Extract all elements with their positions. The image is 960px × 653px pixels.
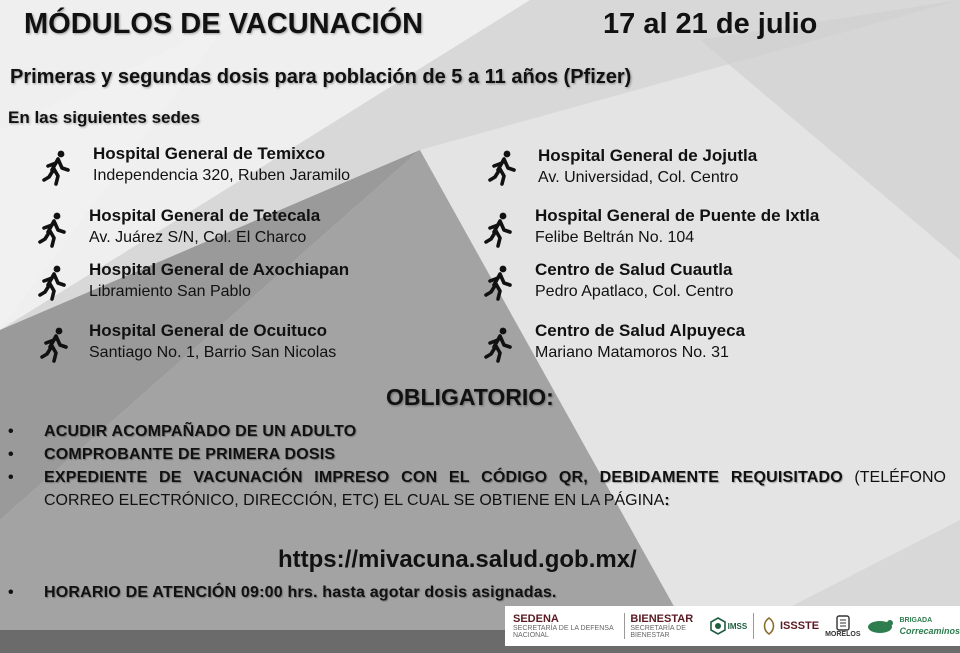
person-walking-icon: [38, 265, 68, 301]
bullet-icon: •: [8, 446, 14, 463]
site-item: [89, 259, 349, 303]
site-address: Pedro Apatlaco, Col. Centro: [535, 283, 734, 300]
site-item: [89, 205, 320, 249]
person-walking-icon: [484, 212, 514, 248]
requirement-text: EXPEDIENTE DE VACUNACIÓN IMPRESO CON EL CÓDIGO QR, DEBIDAMENTE REQUISITADO: [44, 469, 843, 486]
brigada-correcaminos-logo: BRIGADA Correcaminos: [866, 616, 960, 636]
site-address: Av. Universidad, Col. Centro: [538, 169, 739, 186]
page-title: MÓDULOS DE VACUNACIÓN: [24, 8, 424, 40]
site-item: [93, 143, 350, 187]
institution-logos: [505, 606, 960, 646]
divider: [753, 613, 754, 639]
site-address: Independencia 320, Ruben Jaramilo: [93, 167, 351, 184]
site-name: Centro de Salud Alpuyeca: [535, 321, 746, 340]
requirements-list: [8, 420, 946, 512]
morelos-logo: MORELOS: [825, 615, 860, 638]
list-item: [8, 466, 946, 512]
bullet-icon: •: [8, 423, 14, 440]
site-name: Hospital General de Axochiapan: [89, 260, 350, 279]
person-walking-icon: [38, 212, 68, 248]
requirements-list-hours: [8, 581, 946, 604]
site-name: Hospital General de Tetecala: [89, 206, 321, 225]
site-address: Mariano Matamoros No. 31: [535, 344, 729, 361]
vaccination-url[interactable]: https://mivacuna.salud.gob.mx/: [278, 546, 637, 573]
list-item: [8, 443, 946, 466]
site-address: Av. Juárez S/N, Col. El Charco: [89, 229, 307, 246]
bullet-icon: •: [8, 469, 14, 486]
person-walking-icon: [484, 265, 514, 301]
requirement-detail: (TELÉFONO CORREO ELECTRÓNICO, DIRECCIÓN, ETC) EL CUAL SE OBTIENE EN LA PÁGINA: [44, 469, 946, 509]
issste-logo: ISSSTE: [760, 616, 819, 636]
issste-emblem-icon: [760, 616, 778, 636]
site-name: Hospital General de Temixco: [93, 144, 326, 163]
requirement-text: COMPROBANTE DE PRIMERA DOSIS: [44, 446, 336, 463]
site-item: [89, 320, 336, 364]
site-name: Hospital General de Jojutla: [538, 146, 758, 165]
site-item: [535, 259, 733, 303]
site-address: Santiago No. 1, Barrio San Nicolas: [89, 344, 337, 361]
requirement-text: HORARIO DE ATENCIÓN 09:00 hrs. hasta agotar dosis asignadas.: [44, 584, 557, 601]
sedena-logo: SEDENA SECRETARÍA DE LA DEFENSA NACIONAL: [513, 613, 614, 639]
site-name: Hospital General de Ocuituco: [89, 321, 328, 340]
divider: [624, 613, 625, 639]
mandatory-heading: OBLIGATORIO:: [386, 384, 554, 410]
site-item: [538, 145, 757, 189]
imss-emblem-icon: [710, 617, 726, 635]
person-walking-icon: [484, 327, 514, 363]
list-item: [8, 420, 946, 443]
imss-logo: IMSS: [710, 617, 748, 635]
person-walking-icon: [40, 327, 70, 363]
person-walking-icon: [488, 150, 518, 186]
site-item: [535, 205, 819, 249]
site-address: Felibe Beltrán No. 104: [535, 229, 695, 246]
sites-heading: En las siguientes sedes: [8, 108, 200, 127]
site-item: [535, 320, 745, 364]
requirement-colon: :: [664, 492, 670, 509]
person-walking-icon: [42, 150, 72, 186]
bullet-icon: •: [8, 584, 14, 601]
requirement-text: ACUDIR ACOMPAÑADO DE UN ADULTO: [44, 423, 357, 440]
site-name: Hospital General de Puente de Ixtla: [535, 206, 820, 225]
subtitle: Primeras y segundas dosis para población de 5 a 11 años (Pfizer): [10, 66, 632, 88]
date-range: 17 al 21 de julio: [603, 8, 818, 40]
site-name: Centro de Salud Cuautla: [535, 260, 733, 279]
bienestar-logo: BIENESTAR SECRETARÍA DE BIENESTAR: [630, 613, 694, 639]
site-address: Libramiento San Pablo: [89, 283, 251, 300]
roadrunner-icon: [866, 618, 896, 634]
morelos-shield-icon: [836, 615, 850, 631]
list-item: [8, 581, 946, 604]
